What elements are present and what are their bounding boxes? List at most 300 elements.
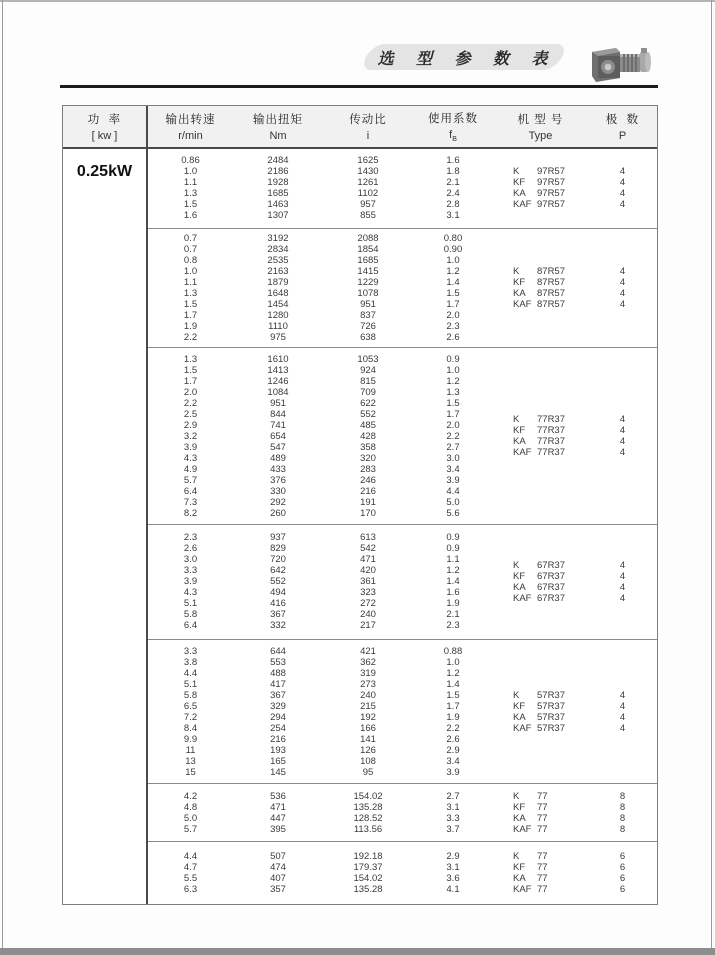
cell-value: 320 xyxy=(360,452,376,464)
col-factor xyxy=(413,348,493,524)
cell-value: 4.7 xyxy=(183,862,198,874)
cell-value: 254 xyxy=(270,722,286,734)
cell-value: 2.2 xyxy=(446,430,460,442)
type-prefix: KA xyxy=(513,812,526,824)
cell-value: 0.7 xyxy=(183,244,198,256)
type-line xyxy=(513,166,565,177)
cell-value: 4.9 xyxy=(183,463,198,475)
cell-value: 283 xyxy=(360,463,376,475)
type-prefix: KAF xyxy=(513,823,532,835)
cell-value: 1.1 xyxy=(446,554,460,566)
cell-value: 358 xyxy=(360,441,376,453)
cell-value: 3.8 xyxy=(183,656,198,668)
cell-value: 2.9 xyxy=(446,744,460,756)
cell-value: 5.1 xyxy=(183,678,198,690)
type-line xyxy=(513,436,565,447)
cell-value: 361 xyxy=(360,576,376,588)
poles-value: 4 xyxy=(619,570,626,582)
cell-value: 2484 xyxy=(267,155,289,167)
cell-value: 4.1 xyxy=(446,884,460,896)
cell-value: 2.2 xyxy=(446,722,460,734)
poles-value: 4 xyxy=(619,425,626,437)
power-value: 0.25kW xyxy=(76,163,133,180)
type-prefix: K xyxy=(513,414,520,426)
cell-value: 2.3 xyxy=(446,620,460,632)
col-poles xyxy=(588,348,657,524)
col-speed xyxy=(148,348,233,524)
gearmotor-image xyxy=(586,40,654,86)
col-speed xyxy=(148,784,233,841)
cell-value: 3.1 xyxy=(446,210,460,222)
cell-value: 2.6 xyxy=(183,543,198,555)
type-line xyxy=(513,560,565,571)
type-model: 77R37 xyxy=(537,436,565,448)
cell-value: 135.28 xyxy=(353,884,383,896)
poles-value: 4 xyxy=(619,277,626,289)
cell-value: 622 xyxy=(360,397,376,409)
cell-value: 3.9 xyxy=(446,766,460,778)
col-torque xyxy=(233,842,323,904)
data-block xyxy=(148,149,657,229)
cell-value: 217 xyxy=(360,620,376,632)
cell-value: 4.3 xyxy=(183,452,198,464)
page-border-left xyxy=(2,0,3,948)
type-line xyxy=(513,884,548,895)
cell-value: 1102 xyxy=(357,188,379,200)
col-speed xyxy=(148,149,233,228)
cell-value: 1.5 xyxy=(183,364,198,376)
cell-value: 4.3 xyxy=(183,587,198,599)
type-prefix: KA xyxy=(513,873,526,885)
cell-value: 329 xyxy=(270,700,286,712)
poles-value: 4 xyxy=(619,199,626,211)
header-label-cn: 输出扭矩 xyxy=(253,114,303,126)
cell-value: 5.1 xyxy=(183,598,198,610)
cell-value: 1.6 xyxy=(446,155,460,167)
cell-value: 1.9 xyxy=(446,598,460,610)
cell-value: 1229 xyxy=(357,277,379,289)
cell-value: 1.6 xyxy=(183,210,198,222)
cell-value: 654 xyxy=(270,430,286,442)
cell-value: 3.4 xyxy=(446,755,460,767)
type-prefix: K xyxy=(513,266,520,278)
header-label-cn: 功 率 xyxy=(87,114,122,126)
poles-value: 4 xyxy=(619,700,626,712)
col-torque xyxy=(233,640,323,784)
type-model: 77 xyxy=(537,790,548,802)
selection-table xyxy=(62,105,658,905)
type-model: 97R57 xyxy=(537,199,565,211)
cell-value: 6.4 xyxy=(183,620,198,632)
cell-value: 6.3 xyxy=(183,884,198,896)
col-poles xyxy=(588,525,657,639)
cell-value: 844 xyxy=(270,408,286,420)
cell-value: 3.9 xyxy=(183,576,198,588)
poles-value: 4 xyxy=(619,288,626,300)
cell-value: 3.3 xyxy=(183,565,198,577)
col-speed xyxy=(148,842,233,904)
cell-value: 8.4 xyxy=(183,722,198,734)
type-prefix: KAF xyxy=(513,722,532,734)
cell-value: 1.7 xyxy=(446,700,460,712)
col-ratio xyxy=(323,525,413,639)
cell-value: 2.2 xyxy=(183,397,198,409)
cell-value: 638 xyxy=(360,332,376,344)
cell-value: 2.3 xyxy=(183,532,198,544)
cell-value: 1.7 xyxy=(446,299,460,311)
cell-value: 8.2 xyxy=(183,507,198,519)
cell-value: 829 xyxy=(270,543,286,555)
cell-value: 855 xyxy=(360,210,376,222)
cell-value: 170 xyxy=(360,507,376,519)
header-label-unit: i xyxy=(366,130,370,142)
cell-value: 145 xyxy=(270,766,286,778)
col-ratio xyxy=(323,784,413,841)
cell-value: 2.6 xyxy=(446,733,460,745)
cell-value: 2088 xyxy=(357,233,379,245)
cell-value: 1.8 xyxy=(446,166,460,178)
col-torque xyxy=(233,784,323,841)
data-block xyxy=(148,640,657,785)
data-block xyxy=(148,348,657,525)
cell-value: 433 xyxy=(270,463,286,475)
data-block xyxy=(148,525,657,640)
cell-value: 323 xyxy=(360,587,376,599)
col-factor xyxy=(413,229,493,348)
cell-value: 108 xyxy=(360,755,376,767)
header-unit-subscript: B xyxy=(452,136,457,144)
type-model: 87R57 xyxy=(537,288,565,300)
cell-value: 5.0 xyxy=(446,496,460,508)
cell-value: 240 xyxy=(360,689,376,701)
type-prefix: KF xyxy=(513,700,526,712)
cell-value: 741 xyxy=(270,419,286,431)
type-line xyxy=(513,447,565,458)
cell-value: 2.5 xyxy=(183,408,198,420)
cell-value: 319 xyxy=(360,667,376,679)
col-speed xyxy=(148,525,233,639)
type-line xyxy=(513,199,565,210)
col-type xyxy=(493,348,588,524)
cell-value: 726 xyxy=(360,321,376,333)
cell-value: 1.0 xyxy=(183,266,198,278)
cell-value: 3.1 xyxy=(446,862,460,874)
cell-value: 1280 xyxy=(267,310,289,322)
type-model: 67R37 xyxy=(537,581,565,593)
type-model: 77 xyxy=(537,884,548,896)
type-prefix: KAF xyxy=(513,592,532,604)
cell-value: 1.0 xyxy=(183,166,198,178)
cell-value: 642 xyxy=(270,565,286,577)
type-model: 67R37 xyxy=(537,592,565,604)
cell-value: 2.0 xyxy=(183,386,198,398)
cell-value: 471 xyxy=(270,801,286,813)
cell-value: 1.5 xyxy=(446,288,460,300)
col-type xyxy=(493,525,588,639)
header-col-2 xyxy=(233,106,323,147)
poles-value: 4 xyxy=(619,436,626,448)
cell-value: 1.4 xyxy=(446,576,460,588)
type-prefix: KF xyxy=(513,177,526,189)
cell-value: 709 xyxy=(360,386,376,398)
cell-value: 1928 xyxy=(267,177,289,189)
cell-value: 924 xyxy=(360,364,376,376)
type-prefix: KA xyxy=(513,711,526,723)
cell-value: 15 xyxy=(185,766,196,778)
header-label-cn: 极 数 xyxy=(605,114,640,126)
cell-value: 2163 xyxy=(267,266,289,278)
type-model: 77 xyxy=(537,812,548,824)
header-label-cn: 传动比 xyxy=(349,114,387,126)
cell-value: 1.3 xyxy=(183,353,198,365)
type-line xyxy=(513,813,548,824)
type-line xyxy=(513,277,565,288)
col-speed xyxy=(148,640,233,784)
page-border-bottom xyxy=(0,948,715,955)
page-border-right xyxy=(711,0,712,948)
cell-value: 1307 xyxy=(267,210,289,222)
header-col-0 xyxy=(63,106,148,147)
type-model: 87R57 xyxy=(537,277,565,289)
col-factor xyxy=(413,842,493,904)
cell-value: 7.3 xyxy=(183,496,198,508)
cell-value: 216 xyxy=(270,733,286,745)
header-col-3 xyxy=(323,106,413,147)
poles-value: 6 xyxy=(619,873,626,885)
type-line xyxy=(513,582,565,593)
poles-value: 4 xyxy=(619,581,626,593)
type-prefix: K xyxy=(513,790,520,802)
poles-value: 4 xyxy=(619,166,626,178)
type-model: 77R37 xyxy=(537,425,565,437)
cell-value: 246 xyxy=(360,474,376,486)
cell-value: 1415 xyxy=(357,266,379,278)
type-line xyxy=(513,177,565,188)
cell-value: 0.7 xyxy=(183,233,198,245)
cell-value: 2186 xyxy=(267,166,289,178)
cell-value: 1.7 xyxy=(446,408,460,420)
poles-value: 4 xyxy=(619,299,626,311)
col-factor xyxy=(413,640,493,784)
cell-value: 1.5 xyxy=(446,397,460,409)
cell-value: 0.9 xyxy=(446,532,460,544)
data-block xyxy=(148,229,657,349)
cell-value: 3.6 xyxy=(446,873,460,885)
cell-value: 553 xyxy=(270,656,286,668)
header-label-unit: r/min xyxy=(178,130,203,142)
cell-value: 141 xyxy=(360,733,376,745)
cell-value: 95 xyxy=(362,766,374,778)
type-line xyxy=(513,266,565,277)
cell-value: 485 xyxy=(360,419,376,431)
type-line xyxy=(513,188,565,199)
cell-value: 5.8 xyxy=(183,689,198,701)
cell-value: 193 xyxy=(270,744,286,756)
cell-value: 1.0 xyxy=(446,255,460,267)
cell-value: 1.0 xyxy=(446,656,460,668)
cell-value: 5.7 xyxy=(183,474,198,486)
col-poles xyxy=(588,149,657,228)
cell-value: 240 xyxy=(360,609,376,621)
type-line xyxy=(513,723,565,734)
poles-value: 8 xyxy=(619,801,626,813)
type-prefix: KF xyxy=(513,570,526,582)
header-label-cn: 使用系数 xyxy=(428,112,478,125)
cell-value: 975 xyxy=(270,332,286,344)
type-line xyxy=(513,802,548,813)
cell-value: 2834 xyxy=(267,244,289,256)
type-model: 57R37 xyxy=(537,711,565,723)
cell-value: 357 xyxy=(270,884,286,896)
cell-value: 6.5 xyxy=(183,700,198,712)
cell-value: 542 xyxy=(360,543,376,555)
cell-value: 1053 xyxy=(357,353,379,365)
type-line xyxy=(513,791,548,802)
cell-value: 951 xyxy=(360,299,376,311)
type-prefix: KAF xyxy=(513,299,532,311)
col-poles xyxy=(588,842,657,904)
cell-value: 428 xyxy=(360,430,376,442)
cell-value: 2.8 xyxy=(446,199,460,211)
type-model: 77R37 xyxy=(537,447,565,459)
cell-value: 273 xyxy=(360,678,376,690)
poles-value: 4 xyxy=(619,722,626,734)
col-speed xyxy=(148,229,233,348)
cell-value: 2.3 xyxy=(446,321,460,333)
cell-value: 2.9 xyxy=(183,419,198,431)
type-prefix: KA xyxy=(513,581,526,593)
cell-value: 488 xyxy=(270,667,286,679)
type-line xyxy=(513,862,548,873)
cell-value: 292 xyxy=(270,496,286,508)
cell-value: 367 xyxy=(270,609,286,621)
cell-value: 135.28 xyxy=(353,801,383,813)
type-line xyxy=(513,873,548,884)
cell-value: 2.7 xyxy=(446,441,460,453)
type-prefix: KF xyxy=(513,801,526,813)
cell-value: 1.4 xyxy=(446,678,460,690)
header-label-cn: 机 型 号 xyxy=(517,114,564,126)
cell-value: 1.4 xyxy=(446,277,460,289)
cell-value: 2.1 xyxy=(446,609,460,621)
col-torque xyxy=(233,229,323,348)
type-prefix: KF xyxy=(513,425,526,437)
cell-value: 3.1 xyxy=(446,801,460,813)
data-block xyxy=(148,842,657,904)
cell-value: 330 xyxy=(270,485,286,497)
cell-value: 1.9 xyxy=(446,711,460,723)
cell-value: 395 xyxy=(270,823,286,835)
cell-value: 11 xyxy=(185,744,196,756)
poles-value: 4 xyxy=(619,447,626,459)
col-poles xyxy=(588,229,657,348)
cell-value: 376 xyxy=(270,474,286,486)
cell-value: 937 xyxy=(270,532,286,544)
cell-value: 1685 xyxy=(357,255,379,267)
cell-value: 1.5 xyxy=(183,299,198,311)
type-prefix: K xyxy=(513,851,520,863)
cell-value: 179.37 xyxy=(353,862,383,874)
cell-value: 128.52 xyxy=(353,812,383,824)
cell-value: 1648 xyxy=(267,288,289,300)
cell-value: 294 xyxy=(270,711,286,723)
col-type xyxy=(493,842,588,904)
poles-value: 8 xyxy=(619,823,626,835)
cell-value: 113.56 xyxy=(353,823,383,835)
cell-value: 1084 xyxy=(267,386,289,398)
cell-value: 1.2 xyxy=(446,375,460,387)
poles-value: 8 xyxy=(619,790,626,802)
cell-value: 547 xyxy=(270,441,286,453)
cell-value: 2.9 xyxy=(446,851,460,863)
col-ratio xyxy=(323,348,413,524)
type-line xyxy=(513,593,565,604)
header-label-cn: 输出转速 xyxy=(165,114,216,126)
type-prefix: K xyxy=(513,689,520,701)
power-cell xyxy=(63,149,148,904)
cell-value: 9.9 xyxy=(183,733,198,745)
page-title: 选 型 参 数 表 xyxy=(377,50,557,68)
cell-value: 332 xyxy=(270,620,286,632)
type-model: 57R37 xyxy=(537,700,565,712)
cell-value: 2.6 xyxy=(446,332,460,344)
cell-value: 1454 xyxy=(267,299,289,311)
col-factor xyxy=(413,784,493,841)
cell-value: 407 xyxy=(270,873,286,885)
cell-value: 447 xyxy=(270,812,286,824)
cell-value: 2.1 xyxy=(446,177,460,189)
cell-value: 5.0 xyxy=(183,812,198,824)
cell-value: 951 xyxy=(270,397,286,409)
cell-value: 552 xyxy=(360,408,376,420)
col-factor xyxy=(413,149,493,228)
cell-value: 837 xyxy=(360,310,376,322)
cell-value: 1879 xyxy=(267,277,289,289)
poles-value: 4 xyxy=(619,177,626,189)
col-torque xyxy=(233,149,323,228)
type-line xyxy=(513,414,565,425)
cell-value: 154.02 xyxy=(353,790,383,802)
type-model: 77 xyxy=(537,851,548,863)
cell-value: 4.4 xyxy=(183,667,198,679)
poles-value: 4 xyxy=(619,414,626,426)
cell-value: 494 xyxy=(270,587,286,599)
cell-value: 1.1 xyxy=(183,177,198,189)
type-line xyxy=(513,851,548,862)
cell-value: 0.8 xyxy=(183,255,198,267)
type-model: 87R57 xyxy=(537,266,565,278)
cell-value: 957 xyxy=(360,199,376,211)
cell-value: 192 xyxy=(360,711,376,723)
table-header xyxy=(63,106,657,149)
type-model: 97R57 xyxy=(537,188,565,200)
header-label-unit: [ kw ] xyxy=(91,130,118,142)
type-model: 57R37 xyxy=(537,722,565,734)
cell-value: 536 xyxy=(270,790,286,802)
cell-value: 552 xyxy=(270,576,286,588)
cell-value: 6.4 xyxy=(183,485,198,497)
header-col-1 xyxy=(148,106,233,147)
col-ratio xyxy=(323,149,413,228)
type-prefix: KA xyxy=(513,188,526,200)
cell-value: 1413 xyxy=(267,364,289,376)
col-ratio xyxy=(323,640,413,784)
page-title-badge xyxy=(366,44,562,70)
type-model: 77 xyxy=(537,801,548,813)
cell-value: 216 xyxy=(360,485,376,497)
cell-value: 1.2 xyxy=(446,565,460,577)
cell-value: 613 xyxy=(360,532,376,544)
